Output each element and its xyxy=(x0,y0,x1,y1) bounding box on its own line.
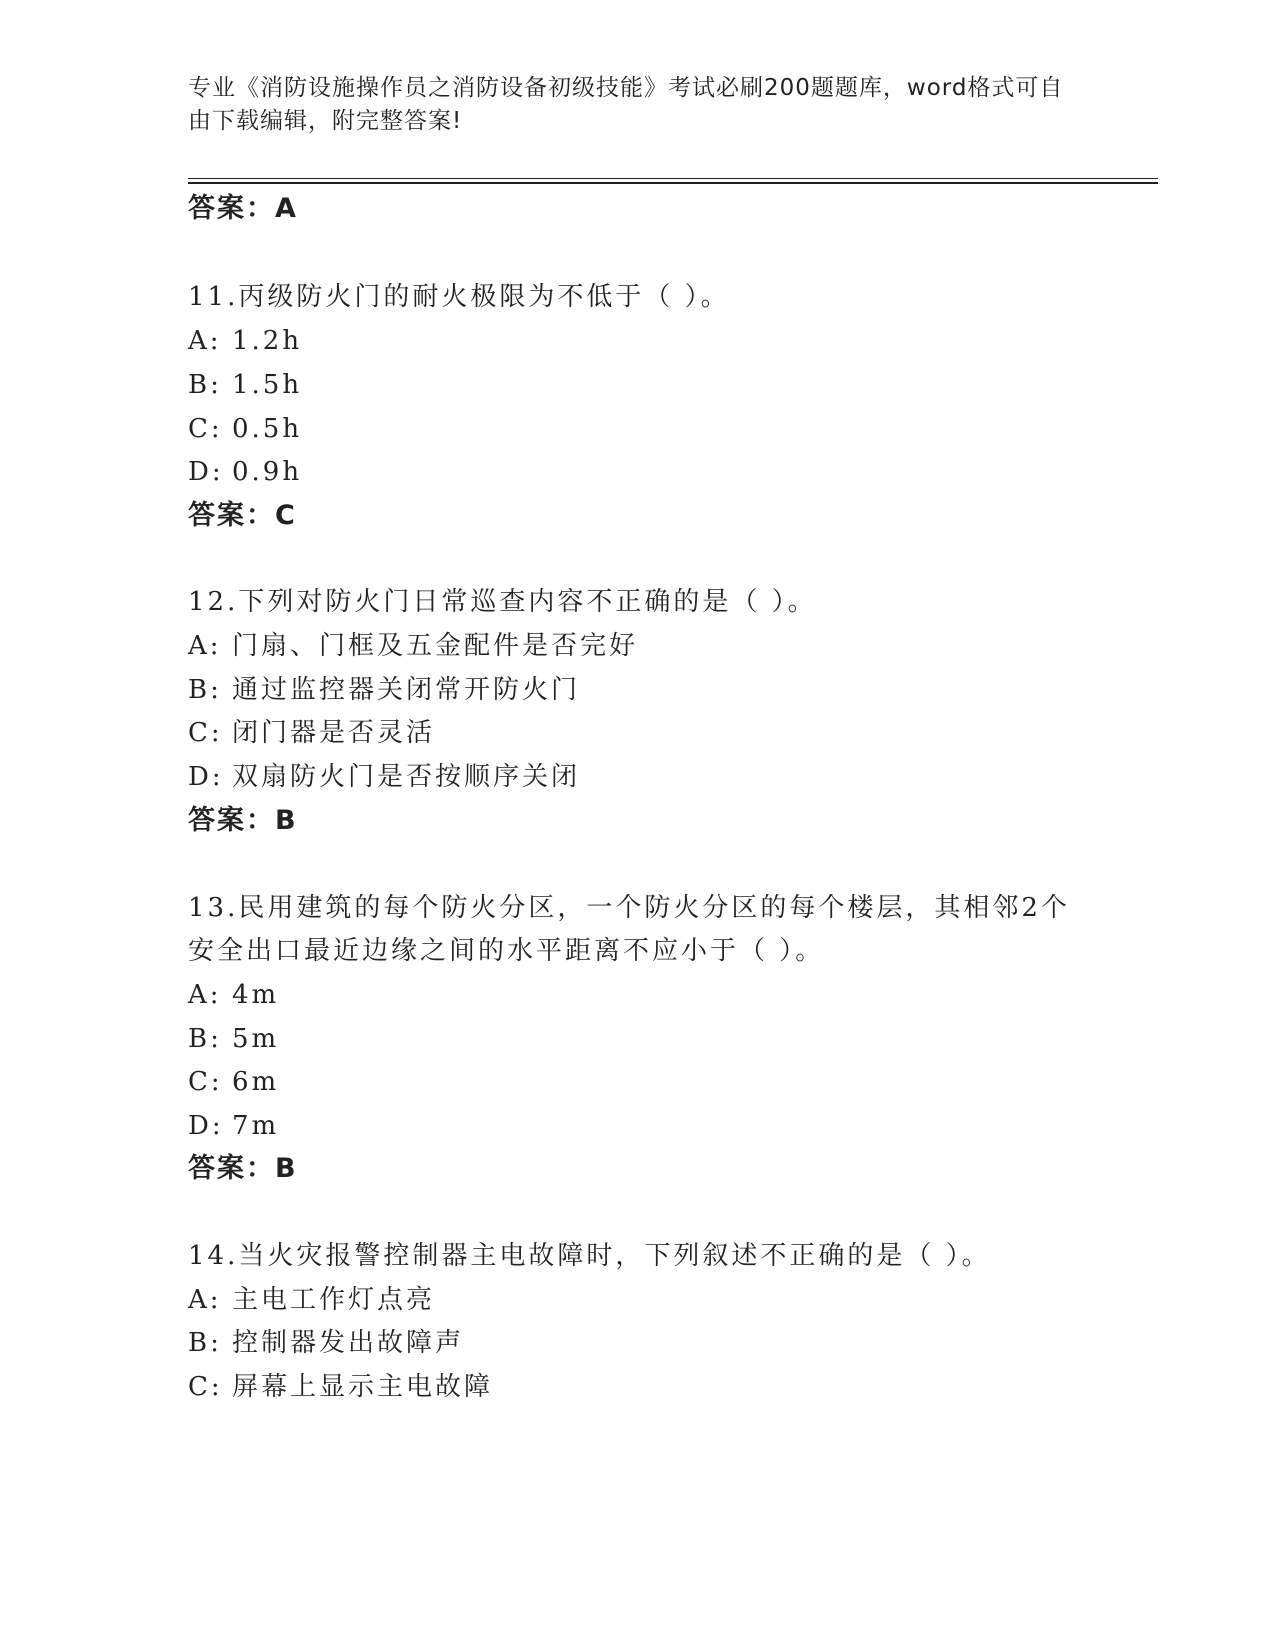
question-stem: 11.丙级防火门的耐火极限为不低于（ ）。 xyxy=(188,282,730,312)
option-line xyxy=(188,455,302,489)
option-line xyxy=(188,1370,493,1404)
option-text: 4m xyxy=(232,980,280,1010)
answer-line: 答案：B xyxy=(188,805,298,836)
option-line xyxy=(188,368,302,402)
option-line xyxy=(188,629,638,663)
option-line xyxy=(188,673,580,707)
option-key: D: xyxy=(188,762,224,792)
document-header: 专业《消防设施操作员之消防设备初级技能》考试必刷200题题库，word格式可自由下载编辑，附完整答案! xyxy=(188,75,1064,134)
option-key: D: xyxy=(188,1111,224,1141)
option-text: 双扇防火门是否按顺序关闭 xyxy=(232,762,581,792)
option-text: 1.2h xyxy=(232,326,303,356)
option-line xyxy=(188,1109,279,1143)
option-key: C: xyxy=(188,718,223,748)
option-line xyxy=(188,412,302,446)
option-text: 7m xyxy=(232,1111,280,1141)
question-stem: 13.民用建筑的每个防火分区，一个防火分区的每个楼层，其相邻2个 xyxy=(188,893,1070,923)
option-line xyxy=(188,760,580,794)
option-text: 闭门器是否灵活 xyxy=(232,718,436,748)
option-key: D: xyxy=(188,457,224,487)
option-key: A: xyxy=(188,980,222,1010)
option-key: A: xyxy=(188,326,222,356)
option-line xyxy=(188,978,279,1012)
question-stem: 12.下列对防火门日常巡查内容不正确的是（ ）。 xyxy=(188,587,817,617)
option-text: 主电工作灯点亮 xyxy=(232,1285,436,1315)
answer-line: 答案：A xyxy=(188,193,298,224)
option-text: 控制器发出故障声 xyxy=(232,1328,465,1358)
option-text: 0.9h xyxy=(232,457,303,487)
option-key: B: xyxy=(188,1328,222,1358)
header-divider xyxy=(188,178,1158,179)
answer-line: 答案：C xyxy=(188,500,297,531)
option-text: 0.5h xyxy=(232,414,303,444)
answer-line: 答案：B xyxy=(188,1153,298,1184)
option-text: 5m xyxy=(232,1024,280,1054)
option-key: C: xyxy=(188,414,223,444)
option-key: C: xyxy=(188,1067,223,1097)
option-line xyxy=(188,716,435,750)
header-divider-thick xyxy=(188,182,1158,184)
option-text: 通过监控器关闭常开防火门 xyxy=(232,675,581,705)
option-line xyxy=(188,324,302,358)
option-key: A: xyxy=(188,1285,222,1315)
option-line xyxy=(188,1065,279,1099)
option-text: 门扇、门框及五金配件是否完好 xyxy=(232,631,639,661)
option-line xyxy=(188,1283,435,1317)
option-key: A: xyxy=(188,631,222,661)
question-stem: 14.当火灾报警控制器主电故障时，下列叙述不正确的是（ ）。 xyxy=(188,1241,991,1271)
option-key: B: xyxy=(188,370,222,400)
option-line xyxy=(188,1326,464,1360)
option-key: B: xyxy=(188,1024,222,1054)
option-line xyxy=(188,1022,279,1056)
option-text: 6m xyxy=(232,1067,280,1097)
option-text: 屏幕上显示主电故障 xyxy=(232,1372,494,1402)
option-text: 1.5h xyxy=(232,370,303,400)
option-key: C: xyxy=(188,1372,223,1402)
option-key: B: xyxy=(188,675,222,705)
question-stem-continued: 安全出口最近边缘之间的水平距离不应小于（ ）。 xyxy=(188,936,825,966)
